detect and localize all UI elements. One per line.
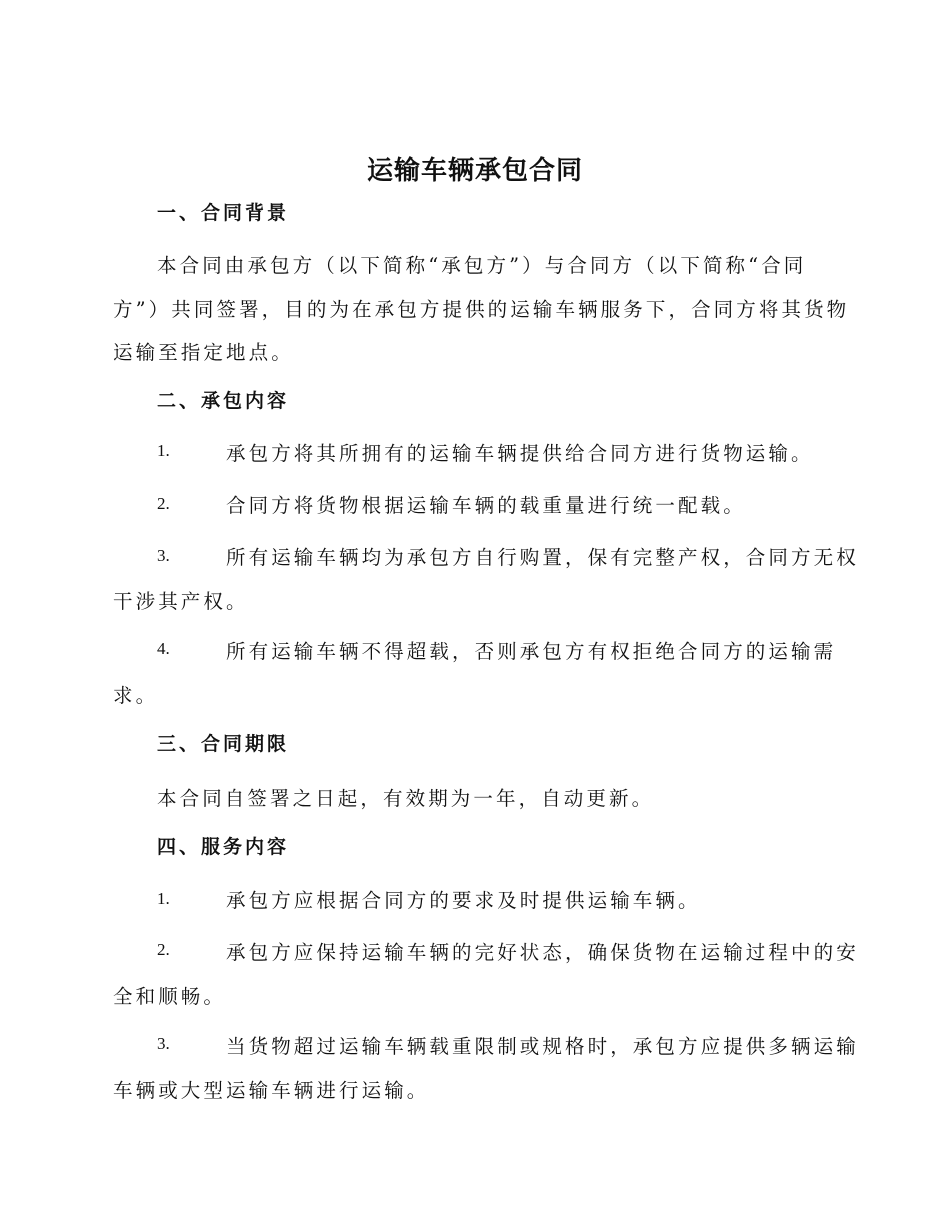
paragraph-line: 本合同由承包方（以下简称“承包方”）与合同方（以下简称“合同: [157, 254, 807, 277]
document-title: 运输车辆承包合同: [366, 156, 583, 186]
section-heading-service-content: 四、服务内容: [157, 836, 290, 858]
list-item-text-continued: 干涉其产权。: [113, 590, 249, 613]
section-heading-contract-content: 二、承包内容: [157, 390, 290, 412]
list-item-number: 2.: [157, 494, 170, 513]
list-item-text: 当货物超过运输车辆载重限制或规格时，承包方应提供多辆运输: [226, 1035, 859, 1058]
paragraph-line: 运输至指定地点。: [113, 341, 294, 364]
list-item-text: 承包方应根据合同方的要求及时提供运输车辆。: [226, 889, 701, 912]
list-item-number: 4.: [157, 639, 170, 658]
paragraph-line: 方”）共同签署，目的为在承包方提供的运输车辆服务下，合同方将其货物: [113, 298, 850, 321]
section-heading-background: 一、合同背景: [157, 202, 290, 224]
list-item-text-continued: 车辆或大型运输车辆进行运输。: [113, 1079, 430, 1102]
list-item-number: 3.: [157, 1034, 170, 1053]
list-item-number: 1.: [157, 441, 170, 460]
list-item-text-continued: 全和顺畅。: [113, 985, 227, 1008]
paragraph-line: 本合同自签署之日起，有效期为一年，自动更新。: [157, 787, 655, 810]
list-item-text: 所有运输车辆不得超载，否则承包方有权拒绝合同方的运输需: [226, 640, 837, 663]
list-item-number: 2.: [157, 940, 170, 959]
list-item-text-continued: 求。: [113, 684, 159, 707]
list-item-text: 承包方将其所拥有的运输车辆提供给合同方进行货物运输。: [226, 442, 814, 465]
list-item-text: 合同方将货物根据运输车辆的载重量进行统一配载。: [226, 494, 746, 517]
list-item-text: 所有运输车辆均为承包方自行购置，保有完整产权，合同方无权: [226, 546, 859, 569]
list-item-number: 1.: [157, 889, 170, 908]
list-item-number: 3.: [157, 546, 170, 565]
section-heading-contract-term: 三、合同期限: [157, 733, 290, 755]
list-item-text: 承包方应保持运输车辆的完好状态，确保货物在运输过程中的安: [226, 941, 859, 964]
